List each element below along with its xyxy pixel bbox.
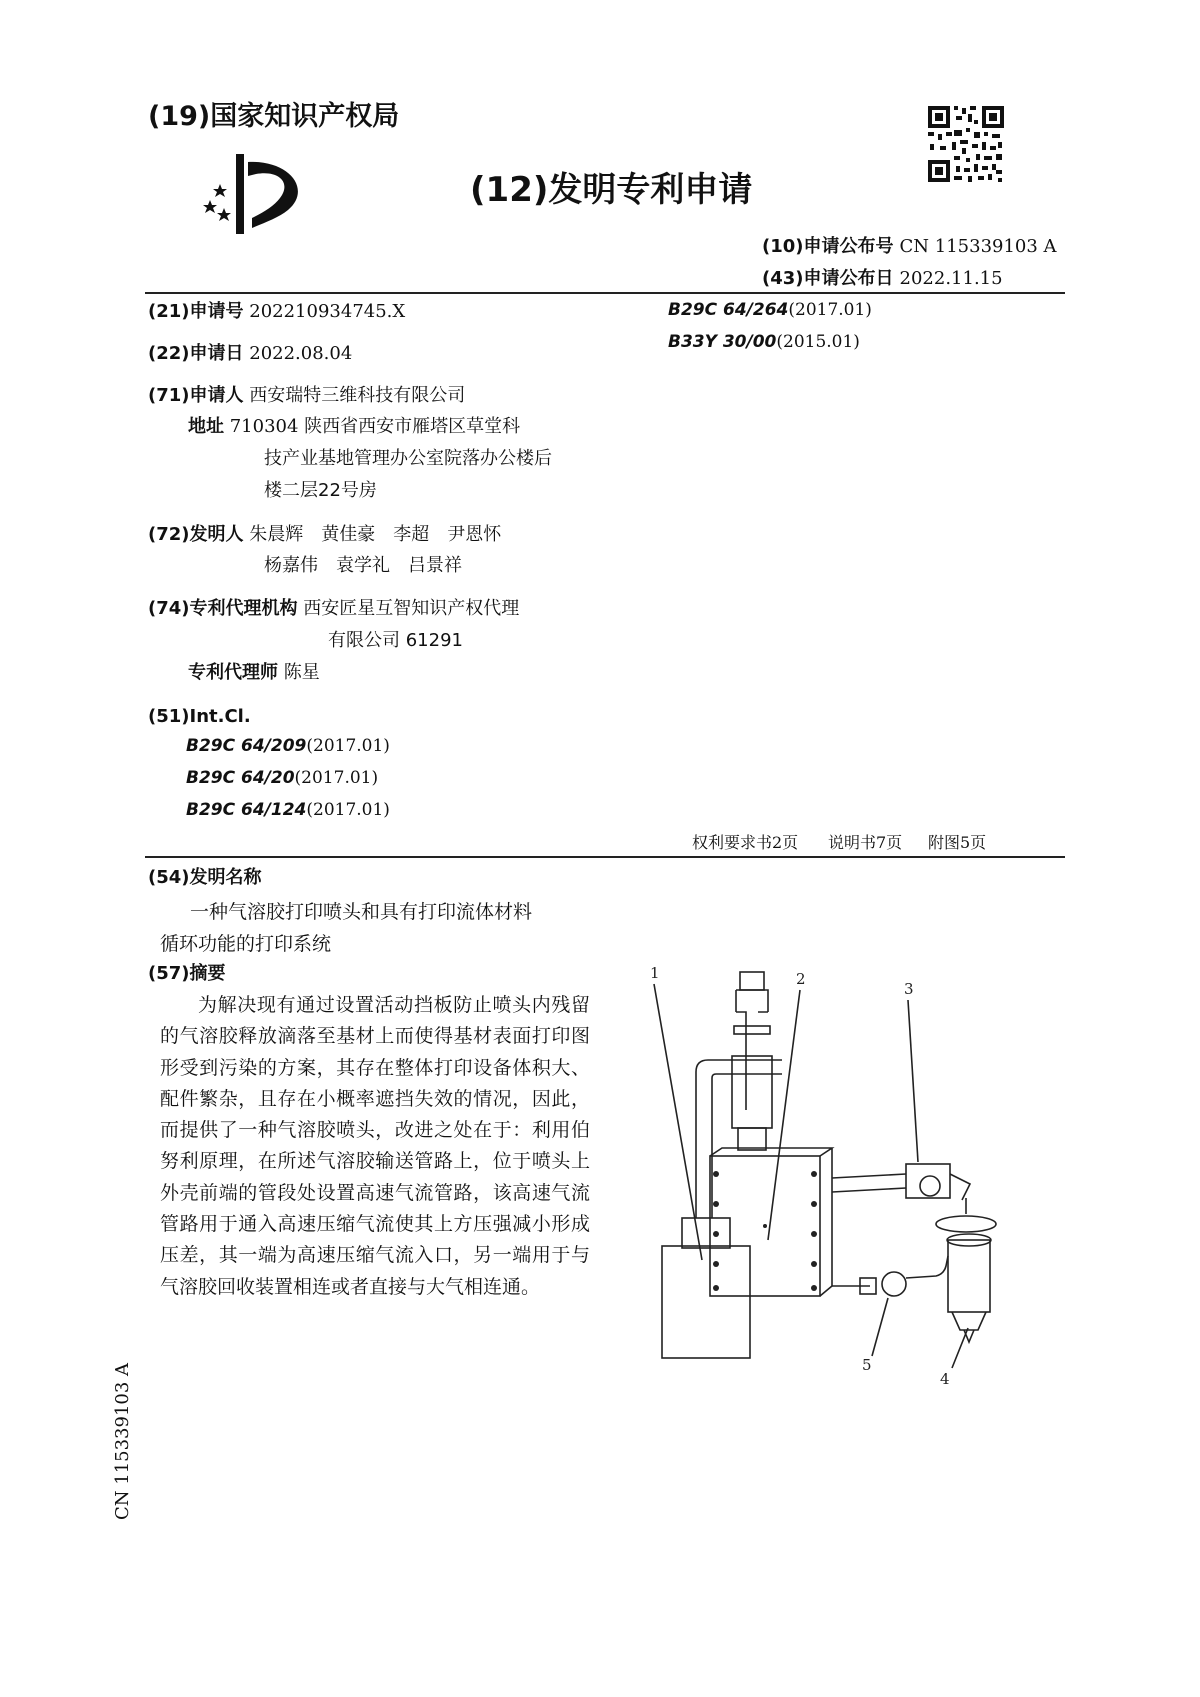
agent-value: 陈星 (283, 662, 320, 683)
int-cl-code: B29C 64/20 (186, 768, 295, 788)
inventor-line-1: 朱晨辉 黄佳豪 李超 尹恩怀 (249, 524, 502, 545)
figure-label-5: 5 (862, 1356, 872, 1374)
reservoir (662, 1246, 750, 1358)
abstract-label: (57)摘要 (148, 963, 226, 984)
side-publication-number: CN 115339103 A (112, 1362, 133, 1520)
application-date-value: 2022.08.04 (249, 343, 353, 364)
address-line-3: 楼二层22号房 (264, 480, 377, 501)
application-number-row (148, 300, 405, 324)
int-cl-item (186, 800, 390, 820)
int-cl-code: B29C 64/264 (668, 300, 789, 320)
title-line-1: 一种气溶胶打印喷头和具有打印流体材料 (190, 901, 533, 923)
abstract-text: 为解决现有通过设置活动挡板防止喷头内残留的气溶胶释放滴落至基材上而使得基材表面打印图形受到污染的方案，其存在整体打印设备体积大、配件繁杂，且存在小概率遮挡失效的情况，因此，而提供了一种气溶胶喷头，改进之处在于：利用伯努利原理，在所述气溶胶输送管路上，位于喷头上外壳前端的管段处设置高速气流管路，该高速气流管路用于通入高速压缩气流使其上方压强减小形成压差，其一端为高速压缩气流入口，另一端用于与气溶胶回收装置相连或者直接与大气相连通。 (160, 994, 590, 1298)
figure-label-1: 1 (650, 964, 660, 982)
applicant-row (148, 384, 465, 408)
figure-label-4: 4 (940, 1370, 950, 1388)
agency-label: (74)专利代理机构 (148, 598, 298, 619)
int-cl-code: B33Y 30/00 (668, 332, 777, 352)
drawings-pages: 附图5页 (928, 833, 987, 852)
description-pages: 说明书7页 (828, 833, 903, 852)
application-number-value: 202210934745.X (249, 301, 406, 322)
inventor-label: (72)发明人 (148, 524, 244, 545)
claims-pages: 权利要求书2页 (692, 833, 799, 852)
publication-number-value: CN 115339103 A (899, 236, 1057, 257)
applicant-label: (71)申请人 (148, 385, 244, 406)
figure-label-3: 3 (904, 980, 914, 998)
int-cl-date: (2017.01) (306, 800, 390, 820)
publication-number-label: (10)申请公布号 (762, 236, 894, 257)
agency-line-2: 有限公司 61291 (328, 630, 463, 651)
int-cl-date: (2017.01) (788, 300, 872, 320)
int-cl-item (186, 736, 390, 756)
application-date-row (148, 342, 352, 366)
int-cl-code: B29C 64/209 (186, 736, 307, 756)
int-cl-item (668, 332, 860, 352)
title-line-2: 循环功能的打印系统 (160, 933, 332, 955)
publication-date-label: (43)申请公布日 (762, 268, 894, 289)
agent-label: 专利代理师 (188, 662, 278, 683)
inventor-row (148, 523, 501, 547)
inventor-line-2: 杨嘉伟 袁学礼 吕景祥 (264, 555, 462, 576)
qr-code-icon (926, 104, 1006, 184)
applicant-value: 西安瑞特三维科技有限公司 (249, 385, 466, 406)
title-label: (54)发明名称 (148, 867, 262, 888)
reservoir-neck (682, 1218, 730, 1248)
int-cl-date: (2017.01) (306, 736, 390, 756)
address-line-1: 710304 陕西省西安市雁塔区草堂科 (229, 416, 521, 437)
collection-cup (948, 1240, 990, 1312)
address-line-2: 技产业基地管理办公室院落办公楼后 (264, 448, 552, 469)
int-cl-item (668, 300, 872, 320)
cnipa-logo (200, 152, 320, 237)
publication-date-value: 2022.11.15 (899, 268, 1003, 289)
document-type: (12)发明专利申请 (470, 170, 753, 210)
application-date-label: (22)申请日 (148, 343, 244, 364)
publication-number-row (762, 232, 1057, 258)
int-cl-date: (2017.01) (294, 768, 379, 788)
application-number-label: (21)申请号 (148, 301, 244, 322)
address-label: 地址 (188, 416, 224, 437)
int-cl-code: B29C 64/124 (186, 800, 307, 820)
abstract-figure (650, 960, 1070, 1390)
office-name: (19)国家知识产权局 (148, 101, 400, 132)
int-cl-date: (2015.01) (776, 332, 860, 352)
publication-date-row (762, 264, 1003, 290)
int-cl-item (186, 768, 378, 788)
figure-label-2: 2 (796, 970, 806, 988)
agent-row (188, 661, 320, 685)
address-row (188, 415, 520, 439)
section-rule (145, 856, 1065, 858)
header-rule (145, 292, 1065, 294)
int-cl-label: (51)Int.Cl. (148, 706, 251, 727)
agency-line-1: 西安匠星互智知识产权代理 (303, 598, 520, 619)
agency-row (148, 597, 519, 621)
